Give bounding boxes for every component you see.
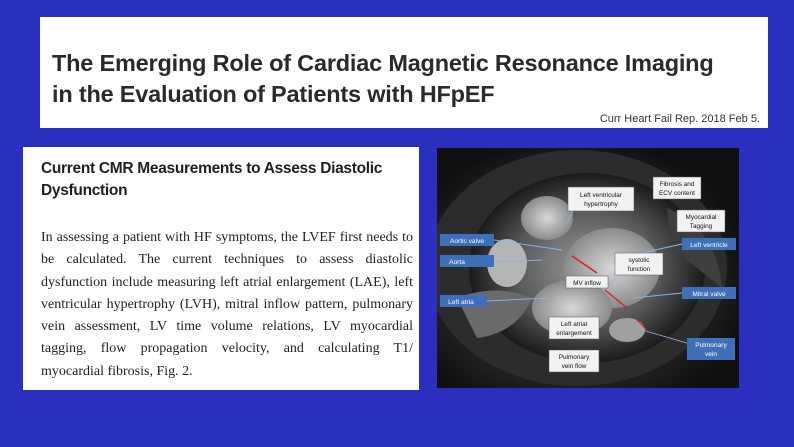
label-aortic-valve: [440, 234, 494, 246]
label-lae-line-2: enlargement: [556, 330, 592, 337]
label-lvh: [568, 187, 634, 211]
label-aortic-valve-text: Aortic valve: [449, 238, 485, 245]
label-mv-inflow: [566, 276, 608, 288]
title-banner: [40, 17, 768, 128]
aorta-shape: [521, 196, 573, 240]
label-aorta-text: Aorta: [449, 259, 465, 266]
label-pulmonary-vein: [687, 338, 735, 360]
label-pvf-line-1: Pulmonary: [558, 354, 590, 361]
paper-title-line-2: in the Evaluation of Patients with HFpEF: [52, 81, 495, 107]
section-heading: [41, 158, 411, 202]
label-pvf: [549, 350, 599, 372]
label-tagging: [677, 210, 725, 232]
label-mitral-valve: [682, 287, 736, 299]
label-lae-line-1: Left atrial: [560, 321, 588, 328]
label-lvh-line-1: Left ventricular: [580, 192, 622, 199]
label-tagging-line-2: Tagging: [689, 223, 713, 230]
label-mv-inflow-text: MV inflow: [573, 280, 601, 287]
label-systolic-line-2: function: [627, 266, 651, 273]
article-excerpt: [23, 147, 419, 390]
body-paragraph: In assessing a patient with HF symptoms, the LVEF first needs to be calculated. The current techniques to assess diastolic dysfunction include measuring left atrial enlargement (LAE), left ventricular hypertrophy (LVH), mitral inflow pattern, pulmonary vein assessment, LV time volume relations, LV myocardial tagging, flow propagation velocity, and calculating T1/ myocardial fibrosis, Fig. 2.: [41, 230, 413, 379]
cmr-image: [437, 148, 739, 388]
label-systolic-line-1: systolic: [628, 257, 650, 264]
paper-title-line-1: The Emerging Role of Cardiac Magnetic Resonance Imaging: [52, 50, 714, 76]
section-heading-line-1: Current CMR Measurements to Assess Diastolic: [41, 160, 383, 177]
label-fibrosis: [653, 177, 701, 199]
label-tagging-line-1: Myocardial: [685, 214, 717, 221]
label-pulmonary-vein-line-2: vein: [704, 351, 718, 358]
label-lae: [549, 317, 599, 339]
cmr-figure: [437, 148, 739, 388]
paper-title: [52, 48, 764, 110]
label-mitral-valve-text: Mitral valve: [692, 291, 726, 298]
section-heading-line-2: Dysfunction: [41, 182, 128, 199]
label-pulmonary-vein-line-1: Pulmonary: [695, 342, 727, 349]
label-left-atria: [440, 295, 487, 307]
label-pvf-line-2: vein flow: [561, 363, 587, 370]
label-lvh-line-2: hypertrophy: [584, 201, 618, 208]
citation: Curr Heart Fail Rep. 2018 Feb 5.: [599, 113, 760, 125]
pulmonary-vein-shape: [609, 318, 645, 342]
label-left-atria-text: Left atria: [448, 299, 474, 306]
label-aorta: [440, 255, 494, 267]
label-fibrosis-line-1: Fibrosis and: [659, 181, 695, 188]
label-systolic: [615, 253, 663, 275]
label-fibrosis-line-2: ECV content: [659, 190, 695, 197]
label-left-ventricle: [682, 238, 736, 250]
label-left-ventricle-text: Left ventricle: [690, 242, 728, 249]
